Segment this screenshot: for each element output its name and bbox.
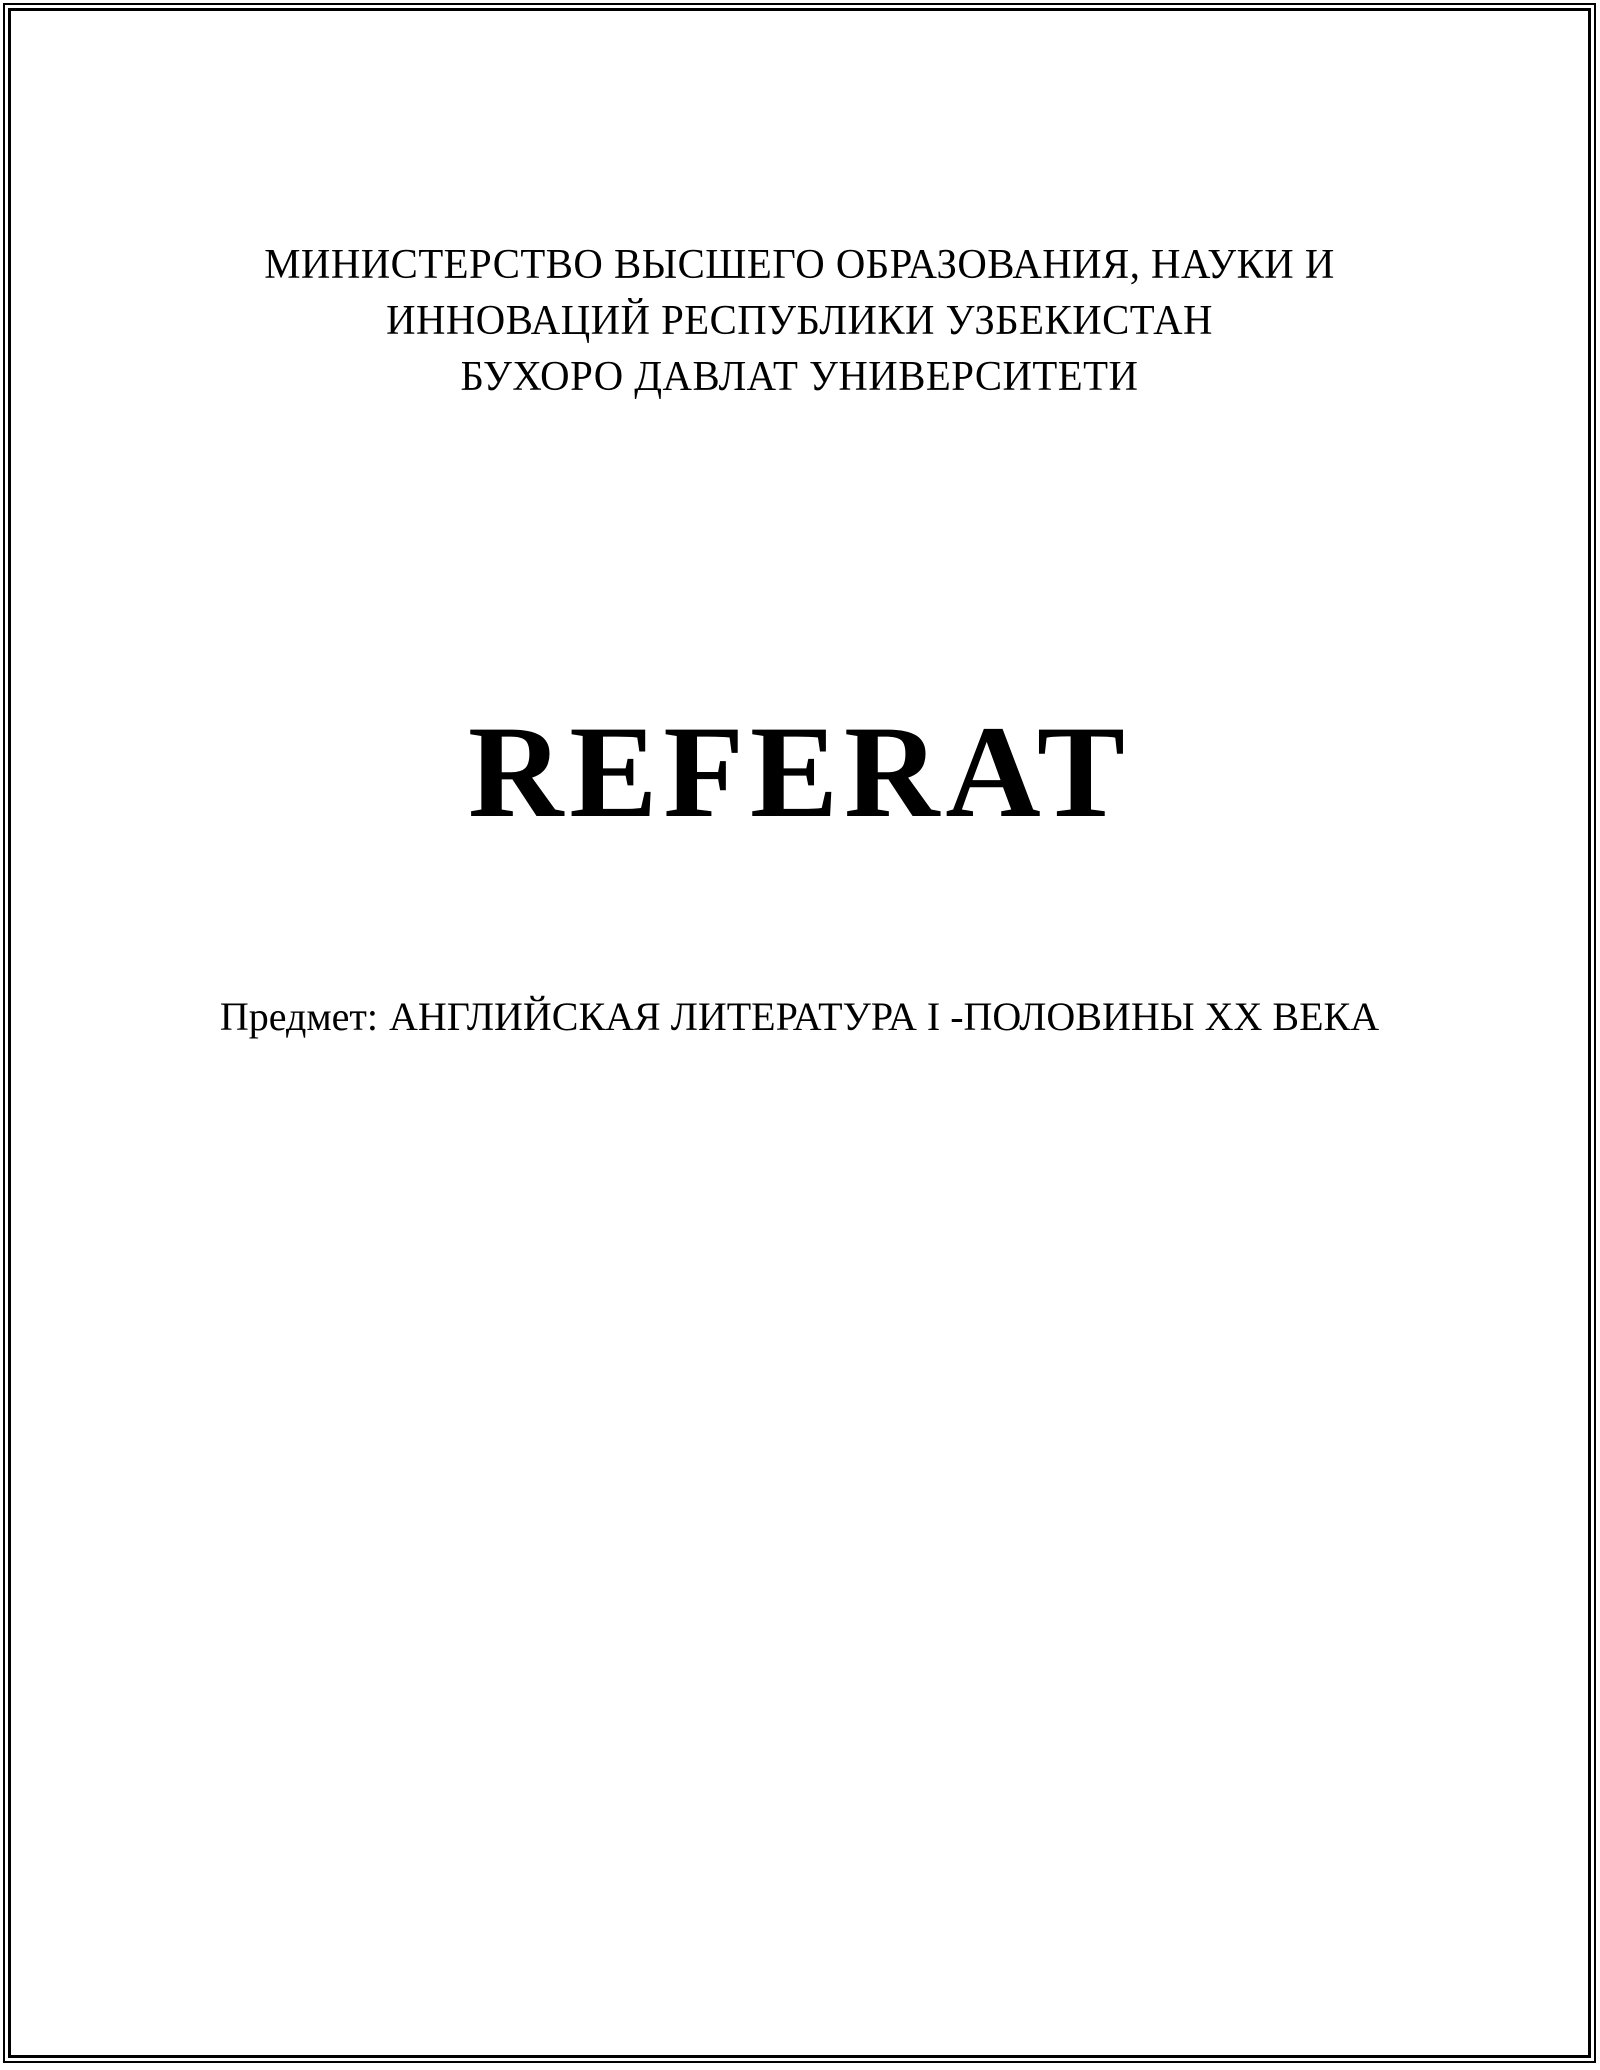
subject-line — [11, 991, 1588, 1043]
ministry-header — [11, 237, 1588, 405]
ministry-header-line-2: ИННОВАЦИЙ РЕСПУБЛИКИ УЗБЕКИСТАН — [386, 298, 1213, 344]
ministry-header-line-1: МИНИСТЕРСТВО ВЫСШЕГО ОБРАЗОВАНИЯ, НАУКИ И — [264, 242, 1335, 288]
page-border-outer — [3, 3, 1596, 2063]
subject-value: АНГЛИЙСКАЯ ЛИТЕРАТУРА I -ПОЛОВИНЫ XX ВЕКА — [389, 994, 1380, 1039]
ministry-header-line-3: БУХОРО ДАВЛАТ УНИВЕРСИТЕТИ — [460, 354, 1139, 400]
page-border-inner — [8, 8, 1591, 2058]
page-content — [11, 11, 1588, 2055]
document-title: REFERAT — [468, 698, 1131, 845]
subject-label: Предмет: — [219, 994, 378, 1039]
